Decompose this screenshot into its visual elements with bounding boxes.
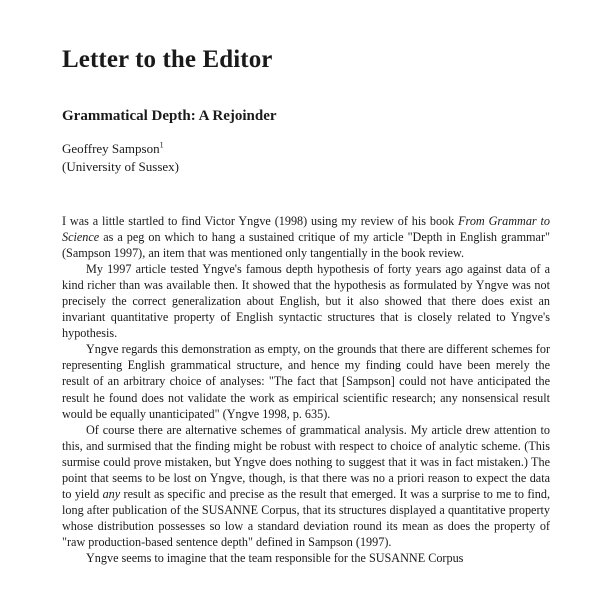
paragraph-1 xyxy=(62,213,550,261)
paragraph-4 xyxy=(62,422,550,550)
article-subtitle: Grammatical Depth: A Rejoinder xyxy=(62,108,277,124)
author-footnote-marker: 1 xyxy=(159,140,164,150)
paragraph-2: My 1997 article tested Yngve's famous depth hypothesis of forty years ago against data of a kind richer than was available then. It showed that the hypothesis as formulated by Yngve was not precisely the correct generalization about English, but it also showed that there does exist an invariant quantitative property of English syntactic structures that is closely related to Yngve's hypothesis. xyxy=(62,262,550,341)
p1-text-a: I was a little startled to find Victor Yngve (1998) using my review of his book xyxy=(62,214,459,228)
p4-text-a: Of course there are alternative schemes of grammatical analysis. My article drew attention to this, and surmised that the finding might be robust with respect to choice of analytic scheme. (This surmise could prove mistaken, but Yngve does nothing to suggest that it was in fact mistaken.) The point that seems to be lost on Yngve, though, is that there was no a priori reason to expect the data to yield xyxy=(62,422,550,501)
author-name: Geoffrey Sampson xyxy=(62,141,160,156)
letter-body xyxy=(62,213,550,566)
emphasis-any: any xyxy=(102,486,121,501)
paragraph-5: Yngve seems to imagine that the team responsible for the SUSANNE Corpus xyxy=(86,550,464,565)
p4-text-b: result as specific and precise as the result that emerged. It was a surprise to me to find, long after publication of the SUSANNE Corpus, that its structures displayed a quantitative property whose distribution possesses so low a standard deviation round its mean as does the property of "raw production-based sentence depth" defined in Sampson (1997). xyxy=(62,486,550,549)
author-affiliation: (University of Sussex) xyxy=(62,159,179,174)
p1-text-b: as a peg on which to hang a sustained critique of my article "Depth in English grammar" (Sampson 1997), an item that was mentioned only tangentially in the book review. xyxy=(62,230,550,261)
author-line xyxy=(62,140,164,157)
page-title: Letter to the Editor xyxy=(62,46,273,73)
book-title: From Grammar to Science xyxy=(62,214,550,245)
paragraph-3: Yngve regards this demonstration as empty, on the grounds that there are different schemes for representing English grammatical structure, and hence my finding could have been merely the result of an arbitrary choice of analyses: "The fact that [Sampson] could not have anticipated the result he found does not validate the work as empirical scientific research; any nonsensical result would be equally unanticipated" (Yngve 1998, p. 635). xyxy=(62,342,550,421)
